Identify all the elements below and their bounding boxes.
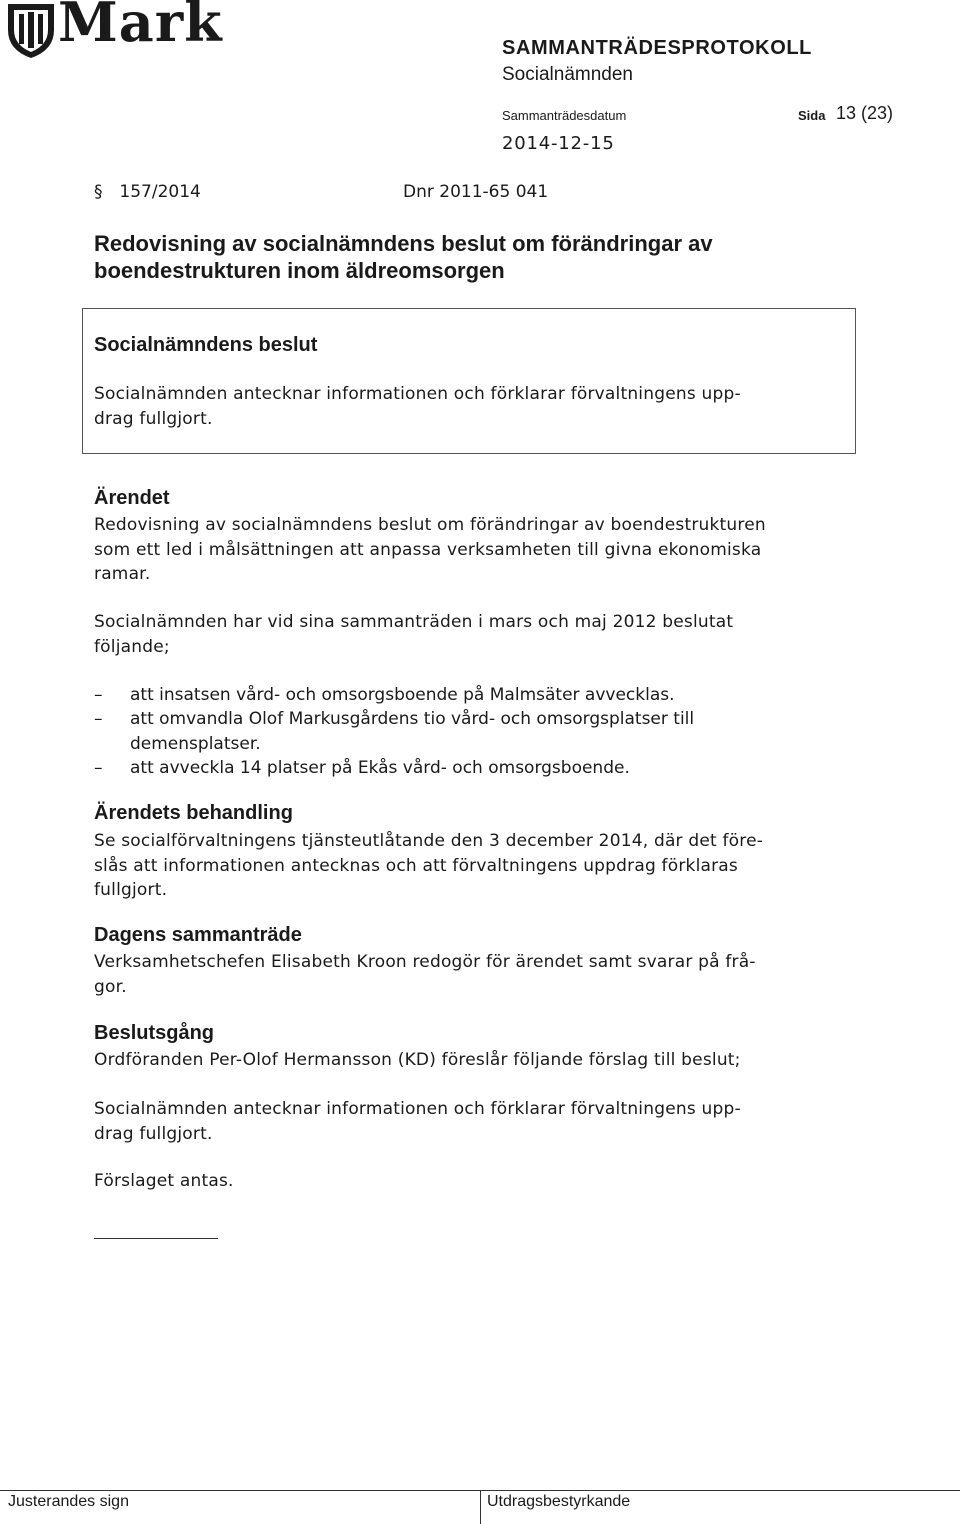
section-id: 157/2014 xyxy=(119,182,201,202)
dash-bullet-icon: – xyxy=(94,709,103,729)
beslutsgang-heading: Beslutsgång xyxy=(94,1022,215,1044)
section-number xyxy=(94,182,201,202)
section-icon: § xyxy=(94,182,103,202)
signature-divider xyxy=(94,1238,218,1239)
beslutsgang-proposal: Ordföranden Per-Olof Hermansson (KD) föreslår följande förslag till beslut; xyxy=(94,1050,741,1070)
dagens-text: Verksamhetschefen Elisabeth Kroon redogör för ärendet samt svarar på frå- gor. xyxy=(94,952,756,997)
behandling-text: Se socialförvaltningens tjänsteutlåtande den 3 december 2014, där det före- slås att informationen antecknas och att förvaltningens uppdrag förklaras fullgjort. xyxy=(94,831,764,900)
beslutsgang-decision-text: Socialnämnden antecknar informationen och förklarar förvaltningens upp- drag fullgjort. xyxy=(94,1099,741,1144)
dagens-heading: Dagens sammanträde xyxy=(94,924,302,946)
coat-of-arms-icon xyxy=(4,0,60,60)
decision-text: Socialnämnden antecknar informationen och förklarar förvaltningens upp- drag fullgjort. xyxy=(94,384,741,429)
dash-bullet-icon: – xyxy=(94,758,103,778)
item-title: Redovisning av socialnämndens beslut om förändringar av boendestrukturen inom äldreomsorgen xyxy=(94,231,713,283)
arendet-heading: Ärendet xyxy=(94,487,170,509)
footer-column-divider xyxy=(480,1490,481,1524)
meeting-date: 2014-12-15 xyxy=(502,133,615,154)
arendet-paragraph-1: Redovisning av socialnämndens beslut om förändringar av boendestrukturen som ett led i målsättningen att anpassa verksamheten till givna ekonomiska ramar. xyxy=(94,515,766,584)
committee-name: Socialnämnden xyxy=(502,64,633,85)
decision-box xyxy=(82,308,856,454)
footer-certification-field: Utdragsbestyrkande xyxy=(487,1493,631,1510)
meeting-date-label: Sammanträdesdatum xyxy=(502,108,627,123)
arendet-paragraph-2: Socialnämnden har vid sina sammanträden i mars och maj 2012 beslutat följande; xyxy=(94,612,734,657)
logo-wordmark: Mark xyxy=(58,0,223,54)
beslutsgang-result: Förslaget antas. xyxy=(94,1171,234,1191)
decision-heading: Socialnämndens beslut xyxy=(94,334,318,356)
footer-signature-field: Justerandes sign xyxy=(8,1493,129,1510)
dash-bullet-icon: – xyxy=(94,685,103,705)
protocol-title: SAMMANTRÄDESPROTOKOLL xyxy=(502,37,813,59)
behandling-heading: Ärendets behandling xyxy=(94,802,293,824)
page-label: Sida xyxy=(798,108,826,123)
diary-number: Dnr 2011-65 041 xyxy=(403,182,549,202)
page-number: 13 (23) xyxy=(836,103,894,123)
